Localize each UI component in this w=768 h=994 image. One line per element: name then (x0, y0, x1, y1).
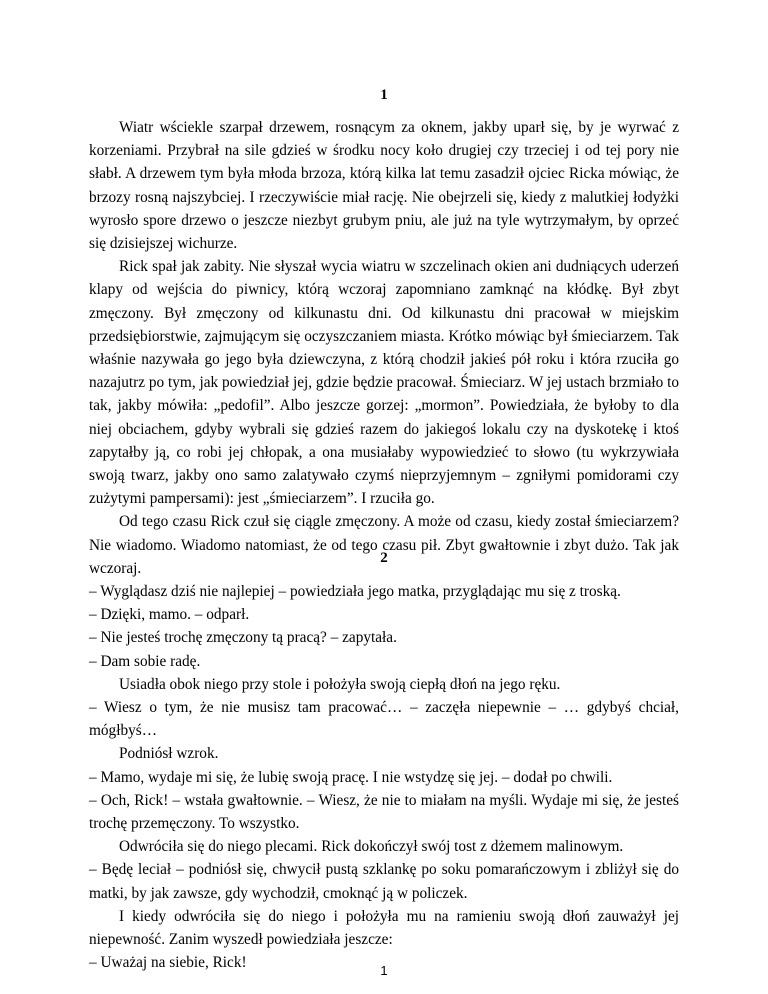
chapter-2-line-12: I kiedy odwróciła się do niego i położyła mu na ramieniu swoją dłoń zauważył jej niepewność. Zanim wyszedł powiedziała jeszcze: (89, 907, 679, 949)
chapter-1-heading: 1 (380, 87, 388, 103)
chapter-2-line-9: – Och, Rick! – wstała gwałtownie. – Wiesz, że nie to miałam na myśli. Wydaje mi się, że jesteś trochę przemęczony. To wszystko. (89, 791, 679, 833)
chapter-2-line-1: – Wyglądasz dziś nie najlepiej – powiedziała jego matka, przyglądając mu się z troską. (89, 583, 621, 600)
chapter-2-heading: 2 (380, 550, 388, 566)
chapter-1-body (89, 116, 679, 580)
chapter-2-line-7: Podniósł wzrok. (119, 745, 219, 763)
chapter-2-line-6: – Wiesz o tym, że nie musisz tam pracować… – zaczęła niepewnie – … gdybyś chciał, mógłbyś… (89, 699, 679, 740)
chapter-2-body (89, 580, 679, 974)
chapter-2-line-13: – Uważaj na siebie, Rick! (89, 954, 247, 972)
chapter-2-line-4: – Dam sobie radę. (89, 652, 201, 670)
chapter-2-line-5: Usiadła obok niego przy stole i położyła swoją ciepłą dłoń na jego ręku. (119, 675, 561, 693)
chapter-2-line-11: – Będę leciał – podniósł się, chwycił pustą szklankę po soku pomarańczowym i zbliżył się do matki, by jak zawsze, gdy wychodził, cmoknąć ją w policzek. (89, 861, 679, 902)
chapter-2-line-2: – Dzięki, mamo. – odparł. (89, 606, 250, 624)
document-page (89, 0, 679, 994)
chapter-1-paragraph-1: Wiatr wściekle szarpał drzewem, rosnącym za oknem, jakby uparł się, by je wyrwać z korzeniami. Przybrał na sile gdzieś w środku nocy koło drugiej czy trzeciej i od tej pory nie słabł. A drzewem tym była młoda brzoza, którą kilka lat temu zasadził ojciec Ricka mówiąc, że brzozy rosną najszybciej. I rzeczywiście miał rację. Nie obejrzeli się, kiedy z malutkiej łodyżki wyrosło spore drzewo o jeszcze niezbyt grubym pniu, ale już na tyle wytrzymałym, by oprzeć się dzisiejszej wichurze. (89, 119, 679, 253)
page-number: 1 (380, 963, 388, 978)
chapter-1-paragraph-3: Od tego czasu Rick czuł się ciągle zmęczony. A może od czasu, kiedy został śmieciarzem? Nie wiadomo. Wiadomo natomiast, że od tego czasu pił. Zbyt gwałtownie i zbyt dużo. Tak jak wczoraj. (89, 513, 679, 577)
chapter-2-line-3: – Nie jesteś trochę zmęczony tą pracą? – zapytała. (89, 629, 397, 647)
chapter-2-line-8: – Mamo, wydaje mi się, że lubię swoją pracę. I nie wstydzę się jej. – dodał po chwili. (89, 768, 613, 786)
chapter-2-line-10: Odwróciła się do niego plecami. Rick dokończył swój tost z dżemem malinowym. (119, 838, 624, 856)
chapter-1-paragraph-2: Rick spał jak zabity. Nie słyszał wycia wiatru w szczelinach okien ani dudniących uderzeń klapy od wejścia do piwnicy, którą wczoraj zapomniano zamknąć na kłódkę. Był zbyt zmęczony. Był zmęczony od kilkunastu dni. Od kilkunastu dni pracował w miejskim przedsiębiorstwie, zajmującym się oczyszczaniem miasta. Krótko mówiąc był śmieciarzem. Tak właśnie nazywała go jego była dziewczyna, z którą chodził jakieś pół roku i która rzuciła go nazajutrz po tym, jak powiedział jej, gdzie będzie pracował. Śmieciarz. W jej ustach brzmiało to tak, jakby mówiła: „pedofil”. Albo jeszcze gorzej: „mormon”. Powiedziała, że byłoby to dla niej obciachem, gdyby wybrali się gdzieś razem do jakiegoś lokalu czy na dyskotekę i ktoś zapytałby ją, co robi jej chłopak, a ona musiałaby wypowiedzieć to słowo (tu wykrzywiała swoją twarz, jakby ono samo zalatywało czymś nieprzyjemnym – zgniłymi pomidorami czy zużytymi pampersami): jest „śmieciarzem”. I rzuciła go. (89, 258, 679, 508)
